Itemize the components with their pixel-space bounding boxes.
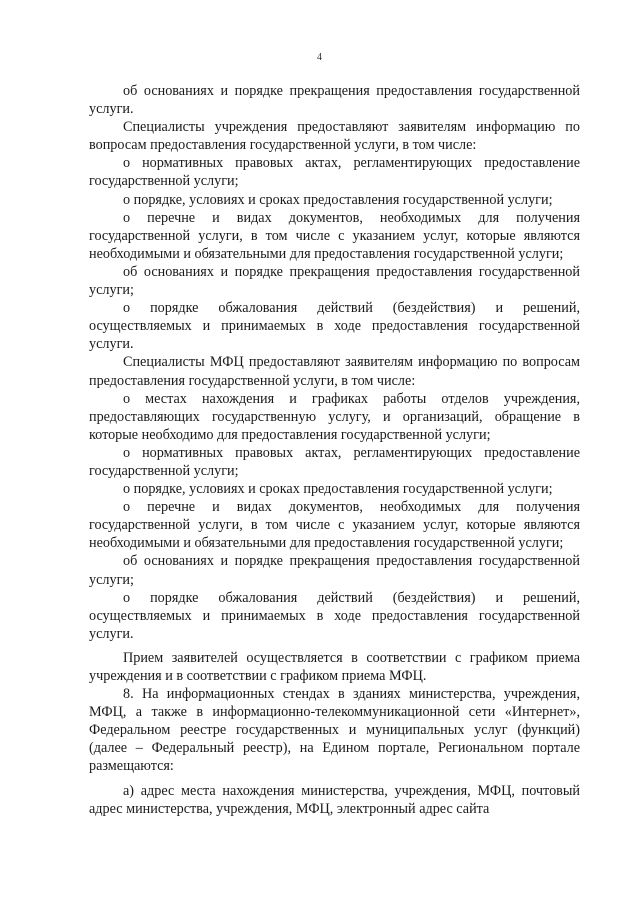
paragraph: о перечне и видах документов, необходимых для получения государственной услуги, в том числе с указанием услуг, которые являются необходимыми и обязательными для предоставления государственной услуги;	[89, 499, 580, 552]
paragraph: о нормативных правовых актах, регламентирующих предоставление государственной услуги;	[89, 444, 580, 479]
paragraph: о порядке обжалования действий (бездействия) и решений, осуществляемых и принимаемых в ходе предоставления государственной услуги.	[89, 589, 580, 642]
paragraph: о порядке обжалования действий (бездействия) и решений, осуществляемых и принимаемых в ходе предоставления государственной услуги.	[89, 300, 580, 353]
paragraph: а) адрес места нахождения министерства, учреждения, МФЦ, почтовый адрес министерства, учреждения, МФЦ, электронный адрес сайта	[89, 782, 580, 817]
paragraph: об основаниях и порядке прекращения предоставления государственной услуги;	[89, 553, 580, 588]
paragraph: о нормативных правовых актах, регламентирующих предоставление государственной услуги;	[89, 155, 580, 190]
page-number: 4	[317, 52, 322, 63]
paragraph: о перечне и видах документов, необходимых для получения государственной услуги, в том числе с указанием услуг, которые являются необходимыми и обязательными для предоставления государственной услуги;	[89, 209, 580, 262]
document-body	[89, 82, 580, 818]
paragraph: о порядке, условиях и сроках предоставления государственной услуги;	[123, 191, 553, 208]
paragraph: о местах нахождения и графиках работы отделов учреждения, предоставляющих государственную услугу, и организаций, обращение в которые необходимо для предоставления государственной услуги;	[89, 390, 580, 443]
paragraph: 8. На информационных стендах в зданиях министерства, учреждения, МФЦ, а также в информационно-телекоммуникационной сети «Интернет», Федеральном реестре государственных и муниципальных услуг (функций) (далее – Федеральный реестр), на Едином портале, Региональном портале размещаются:	[89, 686, 580, 775]
paragraph: о порядке, условиях и сроках предоставления государственной услуги;	[123, 481, 553, 498]
paragraph: об основаниях и порядке прекращения предоставления государственной услуги;	[89, 263, 580, 299]
paragraph: Специалисты МФЦ предоставляют заявителям информацию по вопросам предоставления государственной услуги, в том числе:	[89, 354, 580, 389]
paragraph: Специалисты учреждения предоставляют заявителям информацию по вопросам предоставления государственной услуги, в том числе:	[89, 119, 580, 154]
paragraph: Прием заявителей осуществляется в соответствии с графиком приема учреждения и в соответствии с графиком приема МФЦ.	[89, 649, 580, 684]
paragraph: об основаниях и порядке прекращения предоставления государственной услуги.	[89, 83, 580, 118]
